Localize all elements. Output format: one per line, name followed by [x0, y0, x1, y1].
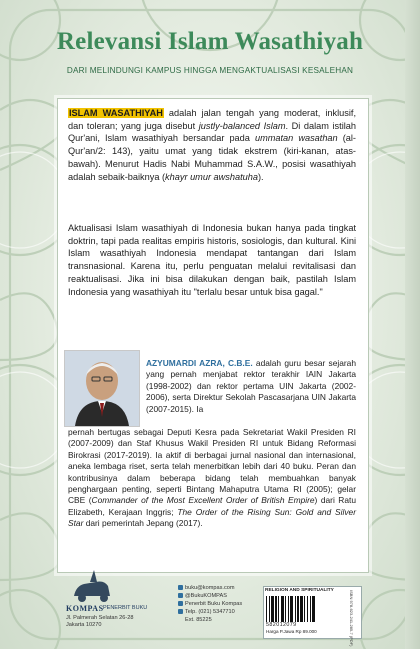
- barcode-stripe: [269, 596, 270, 622]
- cover-edge: [405, 0, 420, 649]
- email-icon: [178, 585, 183, 590]
- publisher-sub: PENERBIT BUKU: [103, 605, 148, 611]
- barcode-stripe: [285, 596, 286, 622]
- facebook-icon: [178, 601, 183, 606]
- barcode-stripe: [281, 596, 284, 622]
- barcode-stripe: [278, 596, 279, 622]
- barcode-stripe: [271, 596, 274, 622]
- publisher-name: KOMPAS: [66, 604, 104, 613]
- barcode-number: 582012079: [266, 622, 297, 628]
- publisher-address: Jl. Palmerah Selatan 26-28 Jakarta 10270: [66, 615, 134, 628]
- instagram-icon: [178, 593, 183, 598]
- barcode-stripe: [310, 596, 311, 622]
- kompas-logo-icon: [66, 566, 116, 606]
- barcode-stripe: [300, 596, 303, 622]
- highlighted-term: ISLAM WASATHIYAH: [69, 108, 163, 118]
- blurb-paragraph-1: ISLAM WASATHIYAH adalah jalan tengah yang moderat, inklusif, dan toleran; yang juga disebut justly-balanced Islam. Di dalam istilah Qur'ani, Islam wasathiyah bersandar pada ummatan wasathan (al-Qur'an/2: 143), yaitu umat yang tidak ekstrem (kiri-kanan, atas-bawah). Menurut Hadis Nabi Muhammad S.A.W., posisi wasathiyah adalah sebaik-baiknya (khayr umur awshatuha).: [68, 108, 356, 182]
- barcode-icon: [266, 596, 340, 622]
- barcode-stripe: [295, 596, 296, 622]
- blurb-paragraph-2: Aktualisasi Islam wasathiyah di Indonesia bukan hanya pada tingkat doktrin, tapi pada realitas empiris historis, sosiologis, dan kultural. Kini Islam wasathiyah Indonesia mendapat tantangan dari Islam transnasional. Karena itu, perlu penguatan melalui revitalisasi dan reaktualisasi. Jika ini bisa dilakukan dengan baik, pastilah Islam Indonesia yang wasathiyah itu "terlalu besar untuk bisa gagal.": [68, 223, 356, 297]
- isbn-text: ISBN 978-623-241-285-7 (PDF): [349, 590, 354, 647]
- book-subtitle: DARI MELINDUNGI KAMPUS HINGGA MENGAKTUALISASI KESALEHAN: [66, 66, 354, 75]
- barcode-stripe: [307, 596, 308, 622]
- barcode-stripe: [312, 596, 315, 622]
- publisher-contacts: buku@kompas.com @BukuKOMPAS Penerbit Buku Kompas Telp. (021) 5347710 Ext. 85225: [178, 584, 242, 624]
- phone-icon: [178, 609, 183, 614]
- barcode-stripe: [290, 596, 293, 622]
- book-price: Harga P.Jawa Rp 89.000: [266, 629, 317, 634]
- barcode-stripe: [275, 596, 277, 622]
- barcode-stripe: [288, 596, 289, 622]
- barcode-stripe: [297, 596, 299, 622]
- barcode-stripe: [304, 596, 305, 622]
- author-bio-top: AZYUMARDI AZRA, C.B.E. adalah guru besar sejarah yang pernah menjabat rektor terakhir IAIN Jakarta (1998-2002) dan rektor pertama UIN Jakarta (2002-2006), serta Direktur Sekolah Pascasarjana UIN Jakarta (2007-2015). Ia: [146, 358, 357, 414]
- book-category: RELIGION AND SPIRITUALITY: [265, 588, 334, 593]
- barcode-stripe: [266, 596, 267, 622]
- author-photo: [64, 350, 140, 427]
- author-name: AZYUMARDI AZRA, C.B.E.: [146, 358, 253, 368]
- author-bio-bottom: pernah bertugas sebagai Deputi Kesra pada Sekretariat Wakil Presiden RI (2007-2009) dan Staf Khusus Wakil Presiden RI untuk Bidang Reformasi Birokrasi (2017-2019). Ia aktif di berbagai jurnal nasional dan internasional, aneka lembaga riset, serta telah menerbitkan lebih dari 40 buku. Peran dan kontribusinya dalam beberapa bidang telah membuahkan banyak penghargaan penting, seperti Bintang Mahaputra Utama RI (2005); gelar CBE (Commander of the Most Excellent Order of British Empire) dari Ratu Elizabeth, Kerajaan Inggris; The Order of the Rising Sun: Gold and Silver Star dari pemerintah Jepang (2017).: [68, 427, 357, 529]
- book-title: Relevansi Islam Wasathiyah: [56, 28, 364, 55]
